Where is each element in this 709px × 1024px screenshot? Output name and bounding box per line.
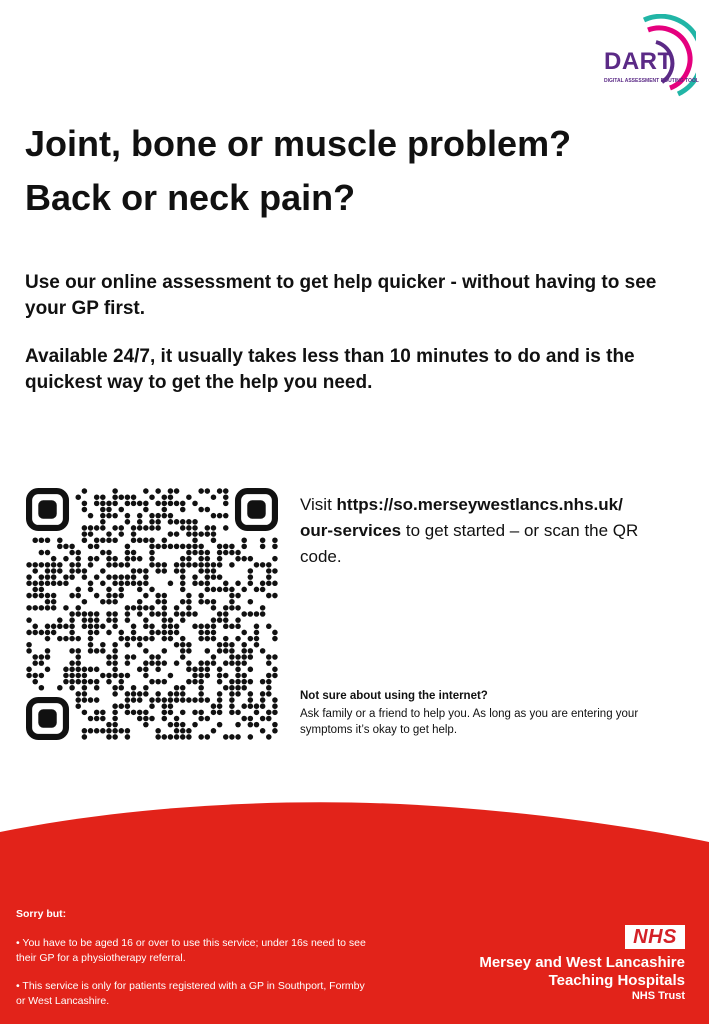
qr-code-icon[interactable] xyxy=(26,488,278,740)
internet-help-title: Not sure about using the internet? xyxy=(300,690,488,702)
trust-name-line-2: Teaching Hospitals xyxy=(548,972,685,989)
dart-logo-subtitle: DIGITAL ASSESSMENT ROUTING TOOL xyxy=(604,78,699,84)
eligibility-bullet-area: • This service is only for patients registered with a GP in Southport, Formby or West Lancashire. xyxy=(16,980,365,1007)
trust-name-line-3: NHS Trust xyxy=(631,990,685,1002)
service-url-part-1[interactable]: https://so.merseywestlancs.nhs.uk/ xyxy=(336,495,623,514)
dart-logo-text: DART xyxy=(604,48,673,75)
nhs-logo xyxy=(625,925,685,949)
nhs-logo-text: NHS xyxy=(633,926,677,948)
visit-instructions xyxy=(300,492,680,570)
visit-prefix: Visit xyxy=(300,495,337,514)
headline xyxy=(25,117,685,225)
service-url-part-2[interactable]: our-services xyxy=(300,521,402,540)
trust-name-line-1: Mersey and West Lancashire xyxy=(479,954,685,971)
eligibility-bullet-age: • You have to be aged 16 or over to use this service; under 16s need to see their GP for a physiotherapy referral. xyxy=(16,937,366,964)
visit-suffix: to get started – or scan the QR code. xyxy=(300,521,639,566)
headline-line-2: Back or neck pain? xyxy=(25,177,356,218)
intro-paragraph-2: Available 24/7, it usually takes less than 10 minutes to do and is the quickest way to get the help you need. xyxy=(25,346,635,393)
intro-paragraph-1: Use our online assessment to get help quicker - without having to see your GP first. xyxy=(25,272,657,319)
internet-help-body: Ask family or a friend to help you. As long as you are entering your symptoms it’s okay to get help. xyxy=(300,708,639,736)
dart-logo xyxy=(596,14,699,104)
headline-line-1: Joint, bone or muscle problem? xyxy=(25,123,572,164)
sorry-title: Sorry but: xyxy=(16,908,67,920)
